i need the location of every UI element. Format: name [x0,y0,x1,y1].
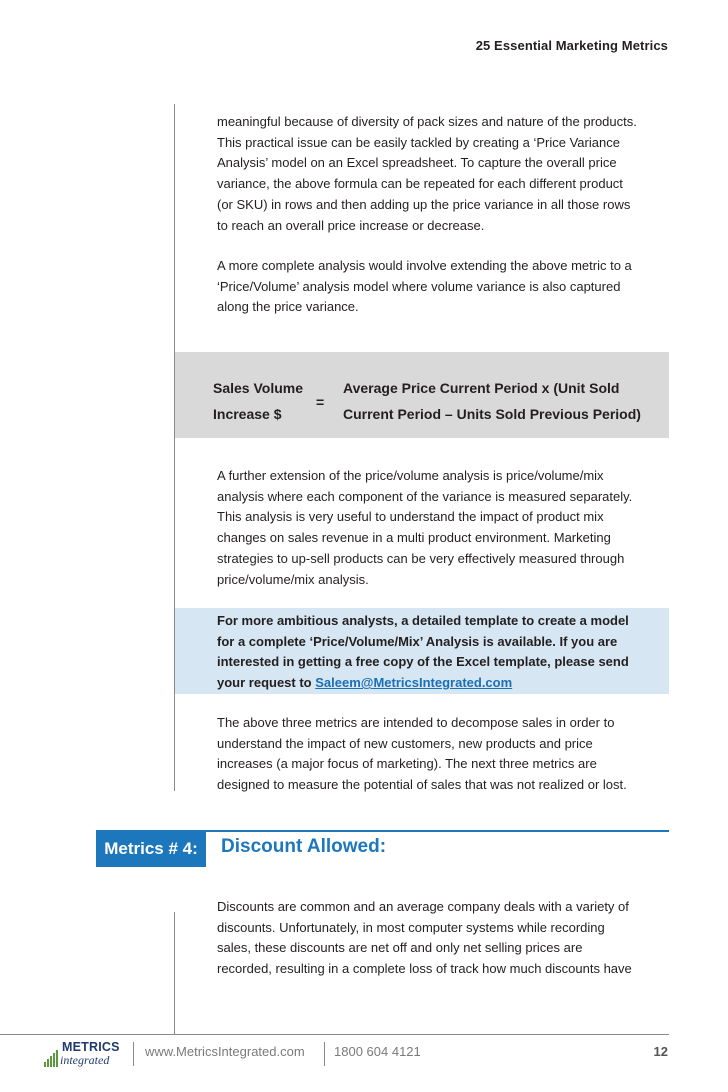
paragraph-discounts: Discounts are common and an average company deals with a variety of discounts. Unfortunately, in most computer systems while recording sales, these discounts are net off and only net selling prices are recorded, resulting in a complete loss of track how much discounts have [217,899,632,977]
formula-left-line1: Sales Volume [213,380,304,396]
footer-rule [0,1034,669,1035]
margin-rule-bottom [174,912,175,1034]
paragraph-price-volume: A more complete analysis would involve extending the above metric to a ‘Price/Volume’ analysis model where volume variance is also captured along the price variance. [217,258,632,315]
footer-website-link[interactable]: www.MetricsIntegrated.com [145,1044,305,1059]
footer-divider [133,1042,134,1066]
logo-wordmark: METRICS [62,1040,120,1054]
section-title: Discount Allowed: [221,836,387,857]
logo-subtitle: integrated [60,1053,110,1067]
paragraph-price-variance: meaningful because of diversity of pack sizes and nature of the products. This practical issue can be easily tackled by creating a ‘Price Variance Analysis’ model on an Excel spreadsheet. To capture the overall price variance, the above formula can be repeated for each different product (or SKU) in rows and then adding up the price variance in all those rows to reach an overall price increase or decrease. [217,114,637,233]
running-header-title: 25 Essential Marketing Metrics [475,38,668,53]
email-link[interactable]: Saleem@MetricsIntegrated.com [315,675,513,691]
formula-right-line1: Average Price Current Period x (Unit Sold [343,380,620,396]
metrics-integrated-logo [44,1041,130,1067]
paragraph-metrics-summary: The above three metrics are intended to decompose sales in order to understand the impact of new customers, new products and price increases (a major focus of marketing). The next three metrics are designed to measure the potential of sales that was not realized or lost. [217,715,627,793]
footer-phone: 1800 604 4121 [334,1044,421,1059]
template-offer-body: For more ambitious analysts, a detailed template to create a model for a complete ‘Price/Volume/Mix’ Analysis is available. If you are interested in getting a free copy of the Excel template, please send your request to [217,613,629,691]
metrics-number-banner: Metrics # 4: [96,830,206,867]
paragraph-price-volume-mix: A further extension of the price/volume analysis is price/volume/mix analysis where each component of the variance is measured separately. This analysis is very useful to understand the impact of product mix changes on sales revenue in a multi product environment. Marketing strategies to up-sell products can be very effectively measured through price/volume/mix analysis. [217,468,633,587]
page-number: 12 [653,1044,668,1059]
section-rule [206,830,669,832]
bar-chart-icon [44,1050,58,1067]
footer-divider [324,1042,325,1066]
formula-equals: = [316,394,325,410]
formula-right-line2: Current Period – Units Sold Previous Period) [343,406,641,422]
template-offer-text [217,611,647,694]
formula-left-line2: Increase $ [213,406,282,422]
